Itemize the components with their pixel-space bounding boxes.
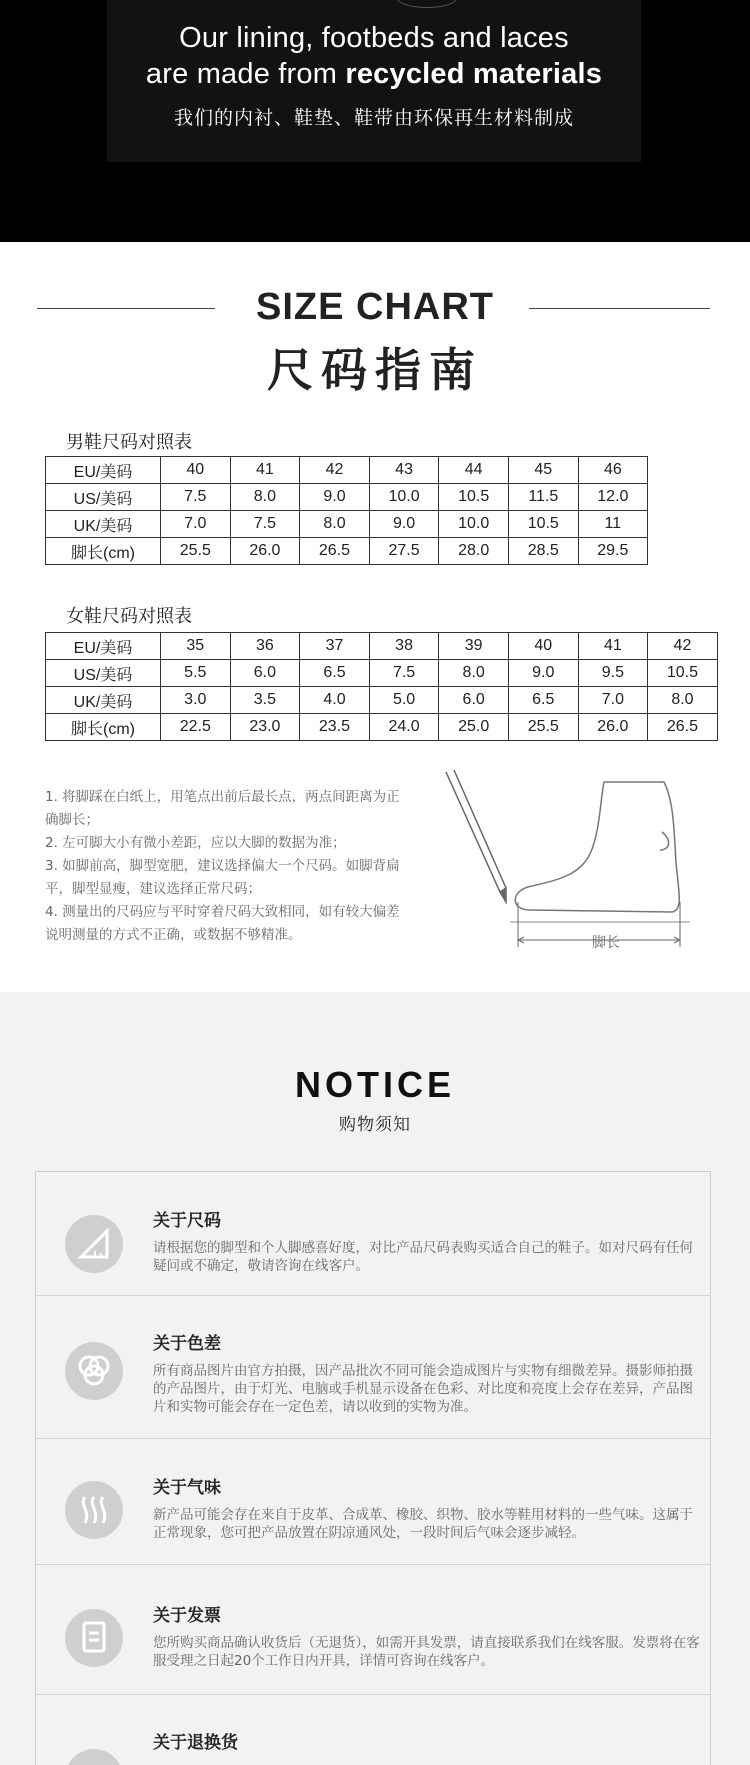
table-row: [46, 538, 648, 565]
row-label: 脚长(cm): [46, 538, 161, 565]
table-cell: 35: [161, 633, 231, 660]
table-cell: 5.0: [369, 687, 439, 714]
table-cell: 3.5: [230, 687, 300, 714]
table-cell: 9.5: [578, 660, 648, 687]
table-cell: 10.5: [508, 511, 578, 538]
table-cell: 7.5: [230, 511, 300, 538]
table-cell: 41: [578, 633, 648, 660]
notice-text: 新产品可能会存在来自于皮革、合成革、橡胶、织物、胶水等鞋用材料的一些气味。这属于正常现象，您可把产品放置在阴凉通风处，一段时间后气味会逐步减轻。: [153, 1507, 693, 1541]
table-cell: 7.0: [578, 687, 648, 714]
table-cell: 3.0: [161, 687, 231, 714]
table-cell: 8.0: [648, 687, 718, 714]
table-cell: 10.0: [369, 484, 439, 511]
table-row: [46, 714, 718, 741]
banner-line-cn: 我们的内衬、鞋垫、鞋带由环保再生材料制成: [173, 107, 574, 129]
table-cell: 9.0: [369, 511, 439, 538]
table-cell: 37: [300, 633, 370, 660]
row-label: 脚长(cm): [46, 714, 161, 741]
table-row: [46, 660, 718, 687]
table-row: [46, 687, 718, 714]
notice-heading: 关于发票: [153, 1606, 221, 1626]
table-cell: 6.5: [508, 687, 578, 714]
table-cell: 26.0: [578, 714, 648, 741]
table-cell: 28.5: [508, 538, 578, 565]
pencil-icon: [446, 770, 506, 902]
table-cell: 9.0: [300, 484, 370, 511]
table-cell: 25.5: [508, 714, 578, 741]
table-cell: 6.0: [230, 660, 300, 687]
notice-heading: 关于气味: [153, 1478, 221, 1498]
row-label: UK/美码: [46, 687, 161, 714]
table-cell: 39: [439, 633, 509, 660]
table-row: [46, 633, 718, 660]
table-cell: 11.5: [508, 484, 578, 511]
table-cell: 38: [369, 633, 439, 660]
note-4: 4. 测量出的尺码应与平时穿着尺码大致相同，如有较大偏差说明测量的方式不正确，或数据不够精准。: [45, 904, 400, 943]
table-cell: 40: [161, 457, 231, 484]
women-size-table: [45, 632, 718, 741]
row-label: EU/美码: [46, 633, 161, 660]
table-cell: 25.5: [161, 538, 231, 565]
foot-outline-icon: [515, 782, 679, 912]
table-cell: 8.0: [439, 660, 509, 687]
table-cell: 6.0: [439, 687, 509, 714]
note-1: 1. 将脚踩在白纸上，用笔点出前后最长点，两点间距离为正确脚长；: [45, 789, 400, 828]
table-cell: 22.5: [161, 714, 231, 741]
table-cell: 26.0: [230, 538, 300, 565]
table-cell: 23.5: [300, 714, 370, 741]
table-cell: 40: [508, 633, 578, 660]
invoice-icon: [65, 1609, 123, 1667]
odor-waves-icon: [65, 1481, 123, 1539]
table-cell: 25.0: [439, 714, 509, 741]
table-cell: 12.0: [578, 484, 648, 511]
table-cell: 7.5: [369, 660, 439, 687]
table-cell: 24.0: [369, 714, 439, 741]
table-cell: 43: [369, 457, 439, 484]
size-chart-title: SIZE CHART: [256, 286, 494, 328]
table-row: [46, 511, 648, 538]
table-cell: 7.5: [161, 484, 231, 511]
table-cell: 42: [648, 633, 718, 660]
row-label: US/美码: [46, 660, 161, 687]
notice-item-color: [35, 1295, 711, 1438]
color-wheel-icon: [65, 1342, 123, 1400]
table-cell: 7.0: [161, 511, 231, 538]
table-cell: 5.5: [161, 660, 231, 687]
recycled-banner: [0, 0, 750, 242]
row-label: EU/美码: [46, 457, 161, 484]
notice-title-cn: 购物须知: [339, 1115, 411, 1135]
men-table-caption: 男鞋尺码对照表: [66, 432, 192, 453]
table-cell: 8.0: [300, 511, 370, 538]
notice-title: NOTICE: [294, 1064, 455, 1105]
banner-line-1: Our lining, footbeds and laces: [179, 22, 569, 54]
notice-item-invoice: [35, 1564, 711, 1694]
table-cell: 28.0: [439, 538, 509, 565]
notice-text: 您所购买商品确认收货后（无退货），如需开具发票，请直接联系我们在线客服。发票将在客服受理之日起20个工作日内开具，详情可咨询在线客户。: [153, 1635, 700, 1669]
banner-line-2: are made from recycled materials: [145, 58, 603, 90]
foot-measure-illustration: [440, 762, 720, 954]
row-label: US/美码: [46, 484, 161, 511]
note-3: 3. 如脚前高，脚型宽肥，建议选择偏大一个尺码。如脚背扁平，脚型显瘦，建议选择正常尺码；: [45, 858, 400, 897]
table-cell: 4.0: [300, 687, 370, 714]
table-cell: 46: [578, 457, 648, 484]
table-cell: 26.5: [300, 538, 370, 565]
table-cell: 42: [300, 457, 370, 484]
notice-item-odor: [35, 1438, 711, 1564]
table-row: [46, 484, 648, 511]
notice-text: 所有商品图片由官方拍摄，因产品批次不同可能会造成图片与实物有细微差异。摄影师拍摄的产品图片，由于灯光、电脑或手机显示设备在色彩、对比度和亮度上会存在差异，产品图片和实物可能会存在一定色差，请以收到的实物为准。: [153, 1363, 693, 1415]
table-cell: 41: [230, 457, 300, 484]
table-cell: 10.0: [439, 511, 509, 538]
note-2: 2. 左可脚大小有微小差距，应以大脚的数据为准；: [45, 835, 346, 851]
row-label: UK/美码: [46, 511, 161, 538]
table-cell: 45: [508, 457, 578, 484]
notice-item-size: [35, 1171, 711, 1295]
table-cell: 10.5: [439, 484, 509, 511]
table-cell: 8.0: [230, 484, 300, 511]
notice-text: 请根据您的脚型和个人脚感喜好度，对比产品尺码表购买适合自己的鞋子。如对尺码有任何疑问或不确定，敬请咨询在线客户。: [153, 1240, 693, 1274]
size-chart-title-cn: 尺码指南: [267, 343, 483, 397]
table-cell: 10.5: [648, 660, 718, 687]
notice-heading: 关于尺码: [153, 1211, 221, 1231]
foot-length-label: 脚长: [592, 935, 620, 951]
table-cell: 6.5: [300, 660, 370, 687]
table-cell: 23.0: [230, 714, 300, 741]
measure-notes: [45, 786, 405, 947]
men-size-table: [45, 456, 648, 565]
notice-item-return: [35, 1694, 711, 1765]
table-cell: 11: [578, 511, 648, 538]
return-icon: [65, 1749, 123, 1765]
table-cell: 44: [439, 457, 509, 484]
table-cell: 27.5: [369, 538, 439, 565]
table-cell: 36: [230, 633, 300, 660]
table-cell: 9.0: [508, 660, 578, 687]
notice-heading: 关于退换货: [153, 1733, 238, 1753]
table-cell: 29.5: [578, 538, 648, 565]
ruler-triangle-icon: [65, 1215, 123, 1273]
notice-heading: 关于色差: [153, 1334, 221, 1354]
table-cell: 26.5: [648, 714, 718, 741]
table-row: [46, 457, 648, 484]
women-table-caption: 女鞋尺码对照表: [66, 606, 192, 627]
